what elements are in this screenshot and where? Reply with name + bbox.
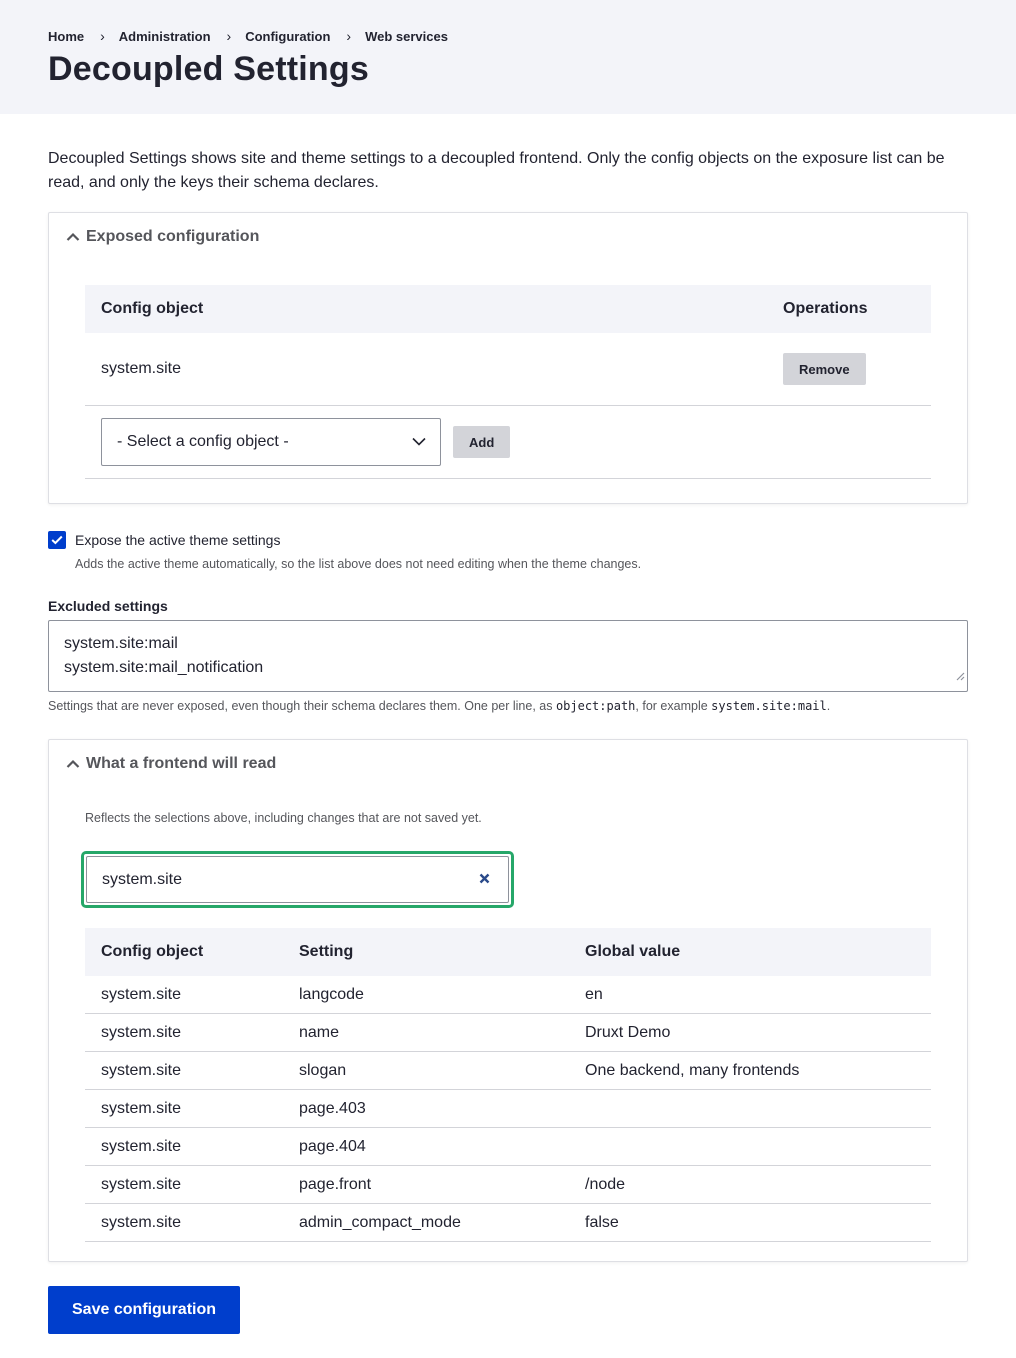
column-header-setting: Setting [283,928,569,976]
chevron-up-icon [63,227,83,247]
table-row [85,1090,931,1128]
frontend-preview-toggle[interactable] [49,740,967,788]
cell-config-object: system.site [85,976,283,1014]
cell-config-object: system.site [85,1204,283,1242]
breadcrumb-home[interactable]: Home [48,28,85,44]
cell-global-value [569,1128,931,1166]
table-row [85,1166,931,1204]
code-object-path: object:path [555,699,636,713]
breadcrumb-administration[interactable]: Administration [118,28,211,44]
cell-config-object: system.site [85,1014,283,1052]
page-title: Decoupled Settings [48,50,369,88]
cell-global-value [569,1090,931,1128]
cell-setting: page.404 [283,1128,569,1166]
cell-config-object: system.site [85,1166,283,1204]
excluded-line: system.site:mail_notification [64,659,264,676]
add-button[interactable]: Add [453,426,510,458]
table-row [85,333,931,406]
cell-setting: langcode [283,976,569,1014]
exposed-config-table [85,285,931,479]
config-object-select-value: - Select a config object - [117,433,289,450]
cell-global-value: false [569,1204,931,1242]
cell-config-object: system.site [85,1090,283,1128]
page-header [0,0,1016,114]
cell-global-value: en [569,976,931,1014]
table-row [85,1204,931,1242]
excluded-line: system.site:mail [64,635,178,652]
table-row [85,1014,931,1052]
cell-global-value: One backend, many frontends [569,1052,931,1090]
chevron-up-icon [63,754,83,774]
excluded-settings-textarea[interactable] [48,620,968,692]
cell-setting: page.front [283,1166,569,1204]
column-header-operations: Operations [767,285,931,333]
breadcrumb [48,28,448,44]
table-row [85,976,931,1014]
expose-theme-checkbox[interactable] [48,531,66,549]
frontend-preview-panel [48,739,968,1262]
column-header-config-object: Config object [85,285,767,333]
exposed-configuration-title: Exposed configuration [86,228,260,245]
column-header-global-value: Global value [569,928,931,976]
exposed-configuration-toggle[interactable] [49,213,967,261]
expose-theme-label[interactable]: Expose the active theme settings [75,532,281,548]
code-example: system.site:mail [711,699,827,713]
chevron-right-icon: › [226,28,232,44]
cell-setting: page.403 [283,1090,569,1128]
remove-button[interactable]: Remove [783,353,866,385]
expose-theme-description: Adds the active theme automatically, so the list above does not need editing when the theme changes. [75,557,642,571]
cell-config-object: system.site [85,1052,283,1090]
excluded-settings-label: Excluded settings [48,598,168,614]
exposed-configuration-panel [48,212,968,504]
config-object-cell: system.site [85,333,767,406]
intro-text: Decoupled Settings shows site and theme settings to a decoupled frontend. Only the config objects on the exposure list can be read, and only the keys their schema declares. [48,150,945,191]
breadcrumb-web-services[interactable]: Web services [365,28,448,44]
cell-setting: name [283,1014,569,1052]
main-content [0,114,1016,1334]
add-row [85,406,931,479]
excluded-settings-help: Settings that are never exposed, even though their schema declares them. One per line, as object:path, for example system.site:mail. [48,699,831,713]
config-filter-value: system.site [102,870,183,888]
check-icon [51,535,63,545]
chevron-right-icon: › [100,28,105,44]
resize-handle-icon[interactable] [955,665,965,689]
frontend-read-table [85,928,931,1242]
chevron-down-icon [412,433,426,451]
table-row [85,1052,931,1090]
cell-global-value: Druxt Demo [569,1014,931,1052]
theme-settings-option [48,531,968,549]
cell-setting: admin_compact_mode [283,1204,569,1242]
table-row [85,1128,931,1166]
cell-config-object: system.site [85,1128,283,1166]
config-filter-input[interactable] [86,856,509,903]
frontend-preview-title: What a frontend will read [86,755,277,772]
frontend-preview-description: Reflects the selections above, including changes that are not saved yet. [85,811,482,825]
cell-global-value: /node [569,1166,931,1204]
cell-setting: slogan [283,1052,569,1090]
chevron-right-icon: › [346,28,352,44]
breadcrumb-configuration[interactable]: Configuration [245,28,331,44]
save-configuration-button[interactable]: Save configuration [48,1286,240,1334]
filter-focus-ring [81,851,514,908]
column-header-config-object: Config object [85,928,283,976]
config-object-select[interactable] [101,418,441,466]
close-icon[interactable] [479,871,490,889]
